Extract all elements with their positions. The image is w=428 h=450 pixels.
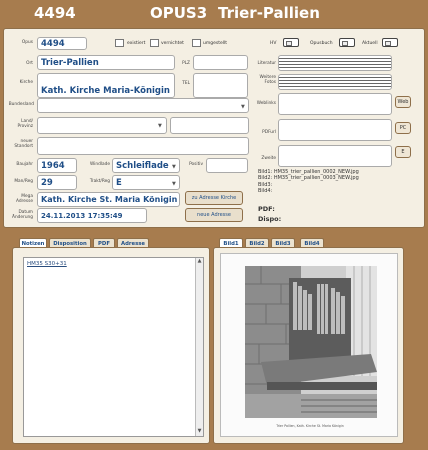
umgestellt-label: umgestellt: [203, 41, 228, 46]
aktuell-label: Aktuell: [362, 41, 378, 46]
land-select[interactable]: [37, 117, 167, 134]
mega-adresse-field[interactable]: Kath. Kirche St. Maria Königin: [37, 192, 180, 207]
datum-label: Datum Änderung: [12, 210, 33, 220]
bild-list: [258, 169, 359, 195]
land-label: Land/ Provinz: [17, 119, 33, 129]
record-code: OPUS3: [150, 4, 208, 22]
windlade-label: Windlade: [90, 162, 110, 167]
vernichtet-checkbox[interactable]: [150, 39, 159, 47]
literatur-label: Literatur: [257, 61, 276, 66]
dispo-label: Dispo:: [258, 215, 282, 223]
mega-adresse-label: Mega Adresse: [15, 194, 33, 204]
tel-label: TEL: [182, 81, 190, 86]
tab-disposition[interactable]: Disposition: [49, 238, 91, 248]
bild1-line: Bild1: HM35_trier_pallien_0002_NEW.jpg: [258, 169, 359, 175]
hv-toggle[interactable]: [283, 38, 299, 47]
baujahr-label: Baujahr: [16, 162, 33, 167]
aktuell-toggle[interactable]: [382, 38, 398, 47]
tab-adresse[interactable]: Adresse: [117, 238, 149, 248]
baujahr-field[interactable]: 1964: [37, 158, 77, 173]
pdfurl-field[interactable]: [278, 119, 392, 141]
opusbuch-toggle[interactable]: [339, 38, 355, 47]
positiv-label: Positiv: [189, 162, 203, 167]
record-name: Trier-Pallien: [218, 4, 320, 22]
weblinks-field[interactable]: [278, 93, 392, 115]
existiert-checkbox[interactable]: [115, 39, 124, 47]
pdf-label: PDF:: [258, 205, 275, 213]
chevron-down-icon[interactable]: ▼: [158, 123, 162, 129]
record-id: 4494: [34, 4, 76, 22]
zu-adresse-kirche-button[interactable]: zu Adresse Kirche: [185, 191, 243, 205]
hv-label: HV: [270, 41, 277, 46]
tab-bild1[interactable]: Bild1: [219, 238, 243, 248]
man-reg-label: Man/Reg: [14, 179, 33, 184]
kirche-field[interactable]: Kath. Kirche Maria-Königin: [37, 73, 175, 98]
tab-bild2[interactable]: Bild2: [245, 238, 269, 248]
scroll-up-icon[interactable]: ▲: [197, 258, 202, 264]
bild4-line: Bild4:: [258, 188, 273, 195]
chevron-down-icon[interactable]: ▼: [241, 104, 245, 110]
zweite-field[interactable]: [278, 145, 392, 167]
pdfurl-label: PDFurl: [262, 130, 276, 135]
notes-textarea[interactable]: [23, 257, 204, 437]
windlade-select[interactable]: Schleiflade: [112, 158, 180, 173]
plz-label: PLZ: [182, 61, 190, 66]
chevron-down-icon[interactable]: ▼: [172, 164, 176, 170]
literatur-field[interactable]: [278, 55, 392, 71]
bild2-line: Bild2: HM35_trier_pallien_0003_NEW.jpg: [258, 175, 359, 182]
weitere-fotos-field[interactable]: [278, 74, 392, 90]
trakt-reg-select[interactable]: E: [112, 175, 180, 190]
organ-image: [221, 254, 399, 438]
opus-label: Opus: [21, 40, 33, 45]
photo-caption: Trier Pallien, Kath. Kirche St. Maria Königin: [276, 424, 344, 428]
ort-label: Ort: [26, 61, 33, 66]
pc-button[interactable]: PC: [395, 122, 411, 134]
bild3-line: Bild3:: [258, 181, 273, 188]
zweite-label: Zweite: [261, 156, 276, 161]
e-button[interactable]: E: [395, 146, 411, 158]
ort-field[interactable]: Trier-Pallien: [37, 55, 175, 70]
chevron-down-icon[interactable]: ▼: [172, 181, 176, 187]
existiert-label: existiert: [127, 41, 146, 46]
notes-scrollbar[interactable]: [195, 258, 203, 436]
umgestellt-checkbox[interactable]: [192, 39, 201, 47]
tab-bild4[interactable]: Bild4: [300, 238, 324, 248]
notes-text: HM35 S30+31: [27, 261, 67, 267]
tab-notizen[interactable]: Notizen: [19, 238, 47, 248]
man-reg-field[interactable]: 29: [37, 175, 77, 190]
neue-adresse-button[interactable]: neue Adresse: [185, 208, 243, 222]
bundesland-select[interactable]: [37, 98, 249, 113]
bundesland-label: Bundesland: [8, 102, 34, 107]
datum-field[interactable]: 24.11.2013 17:35:49: [37, 208, 147, 223]
web-button[interactable]: Web: [395, 96, 411, 108]
weblinks-label: Weblinks: [256, 101, 276, 106]
neuer-standort-label: neuer Standort: [14, 139, 33, 149]
weitere-fotos-label: Weitere Fotos: [259, 75, 276, 85]
trakt-reg-label: Trakt/Reg: [89, 179, 110, 184]
organ-photo[interactable]: [220, 253, 398, 437]
opusbuch-label: Opusbuch: [310, 41, 333, 46]
tab-bild3[interactable]: Bild3: [271, 238, 295, 248]
positiv-field[interactable]: [206, 158, 248, 173]
tab-pdf[interactable]: PDF: [93, 238, 115, 248]
vernichtet-label: vernichtet: [161, 41, 184, 46]
opus-field[interactable]: 4494: [37, 37, 87, 50]
plz-field[interactable]: [193, 55, 248, 70]
title-bar: [0, 0, 428, 27]
scroll-down-icon[interactable]: ▼: [197, 428, 202, 434]
tel-field[interactable]: [193, 73, 248, 98]
kirche-label: Kirche: [19, 80, 33, 85]
neuer-standort-field[interactable]: [37, 137, 249, 155]
provinz-field[interactable]: [170, 117, 249, 134]
